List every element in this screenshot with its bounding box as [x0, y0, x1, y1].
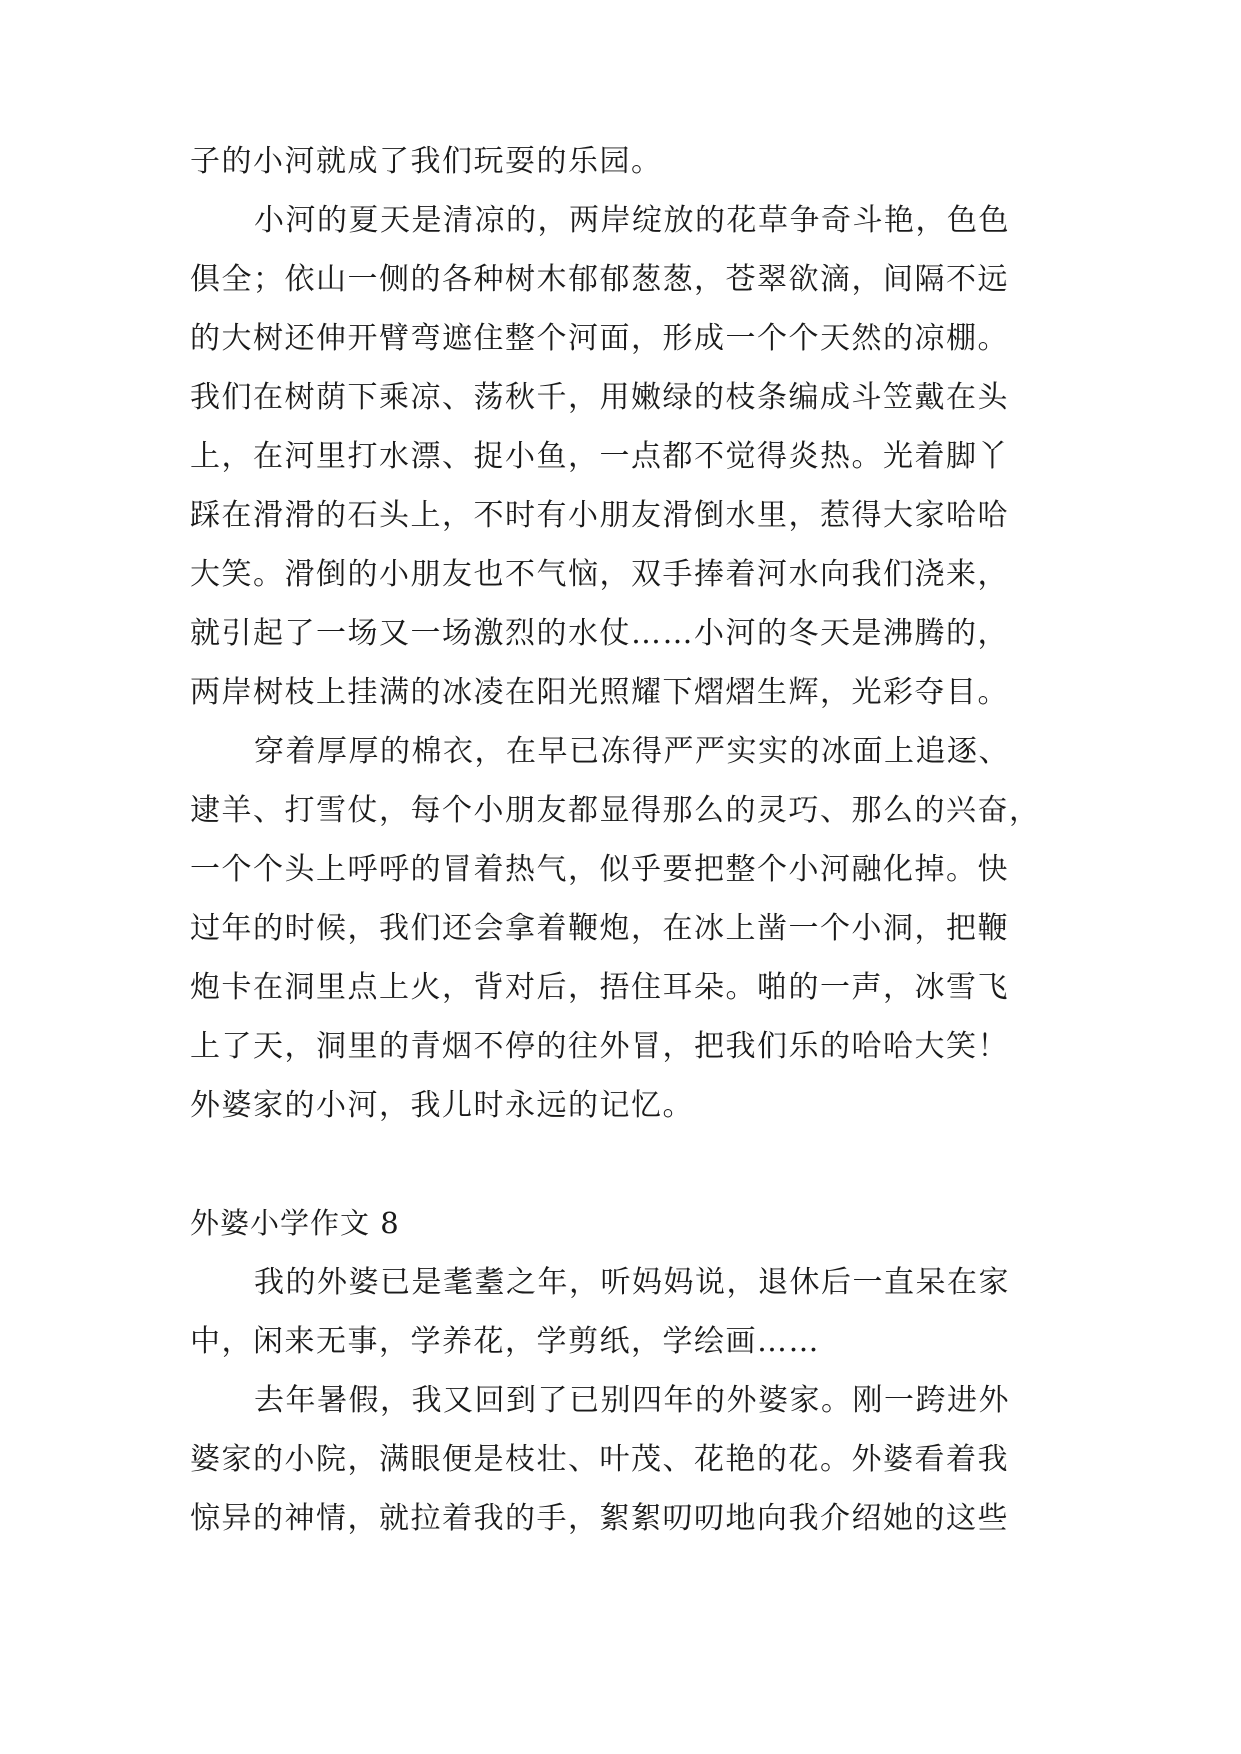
- text-line: 穿着厚厚的棉衣，在早已冻得严严实实的冰面上追逐、: [254, 734, 1010, 769]
- text-line: 的大树还伸开臂弯遮住整个河面，形成一个个天然的凉棚。: [190, 321, 1009, 356]
- text-line: 子的小河就成了我们玩耍的乐园。: [190, 144, 663, 179]
- text-line: 惊异的神情，就拉着我的手，絮絮叨叨地向我介绍她的这些: [190, 1501, 1009, 1536]
- text-line: 逮羊、打雪仗，每个小朋友都显得那么的灵巧、那么的兴奋，: [190, 793, 1041, 828]
- text-line: 中，闲来无事，学养花，学剪纸，学绘画……: [190, 1324, 820, 1359]
- text-line: 炮卡在洞里点上火，背对后，捂住耳朵。啪的一声，冰雪飞: [190, 970, 1009, 1005]
- text-line: 俱全；依山一侧的各种树木郁郁葱葱，苍翠欲滴，间隔不远: [190, 262, 1009, 297]
- text-line: 就引起了一场又一场激烈的水仗……小河的冬天是沸腾的，: [190, 616, 1009, 651]
- section-heading: 外婆小学作文 8: [190, 1206, 400, 1240]
- text-line: 大笑。滑倒的小朋友也不气恼，双手捧着河水向我们浇来，: [190, 557, 1009, 592]
- text-line: 婆家的小院，满眼便是枝壮、叶茂、花艳的花。外婆看着我: [190, 1442, 1009, 1477]
- text-line: 踩在滑滑的石头上，不时有小朋友滑倒水里，惹得大家哈哈: [190, 498, 1009, 533]
- text-line: 上了天，洞里的青烟不停的往外冒，把我们乐的哈哈大笑！: [190, 1029, 1009, 1064]
- text-line: 上，在河里打水漂、捉小鱼，一点都不觉得炎热。光着脚丫: [190, 439, 1009, 474]
- text-line: 一个个头上呼呼的冒着热气，似乎要把整个小河融化掉。快: [190, 852, 1009, 887]
- text-line: 我的外婆已是耄耋之年，听妈妈说，退休后一直呆在家: [254, 1265, 1010, 1300]
- text-line: 外婆家的小河，我儿时永远的记忆。: [190, 1088, 694, 1123]
- text-line: 过年的时候，我们还会拿着鞭炮，在冰上凿一个小洞，把鞭: [190, 911, 1009, 946]
- text-line: 两岸树枝上挂满的冰凌在阳光照耀下熠熠生辉，光彩夺目。: [190, 675, 1009, 710]
- text-line: 我们在树荫下乘凉、荡秋千，用嫩绿的枝条编成斗笠戴在头: [190, 380, 1009, 415]
- text-line: 去年暑假，我又回到了已别四年的外婆家。刚一跨进外: [254, 1383, 1010, 1418]
- text-line: 小河的夏天是清凉的，两岸绽放的花草争奇斗艳，色色: [254, 203, 1010, 238]
